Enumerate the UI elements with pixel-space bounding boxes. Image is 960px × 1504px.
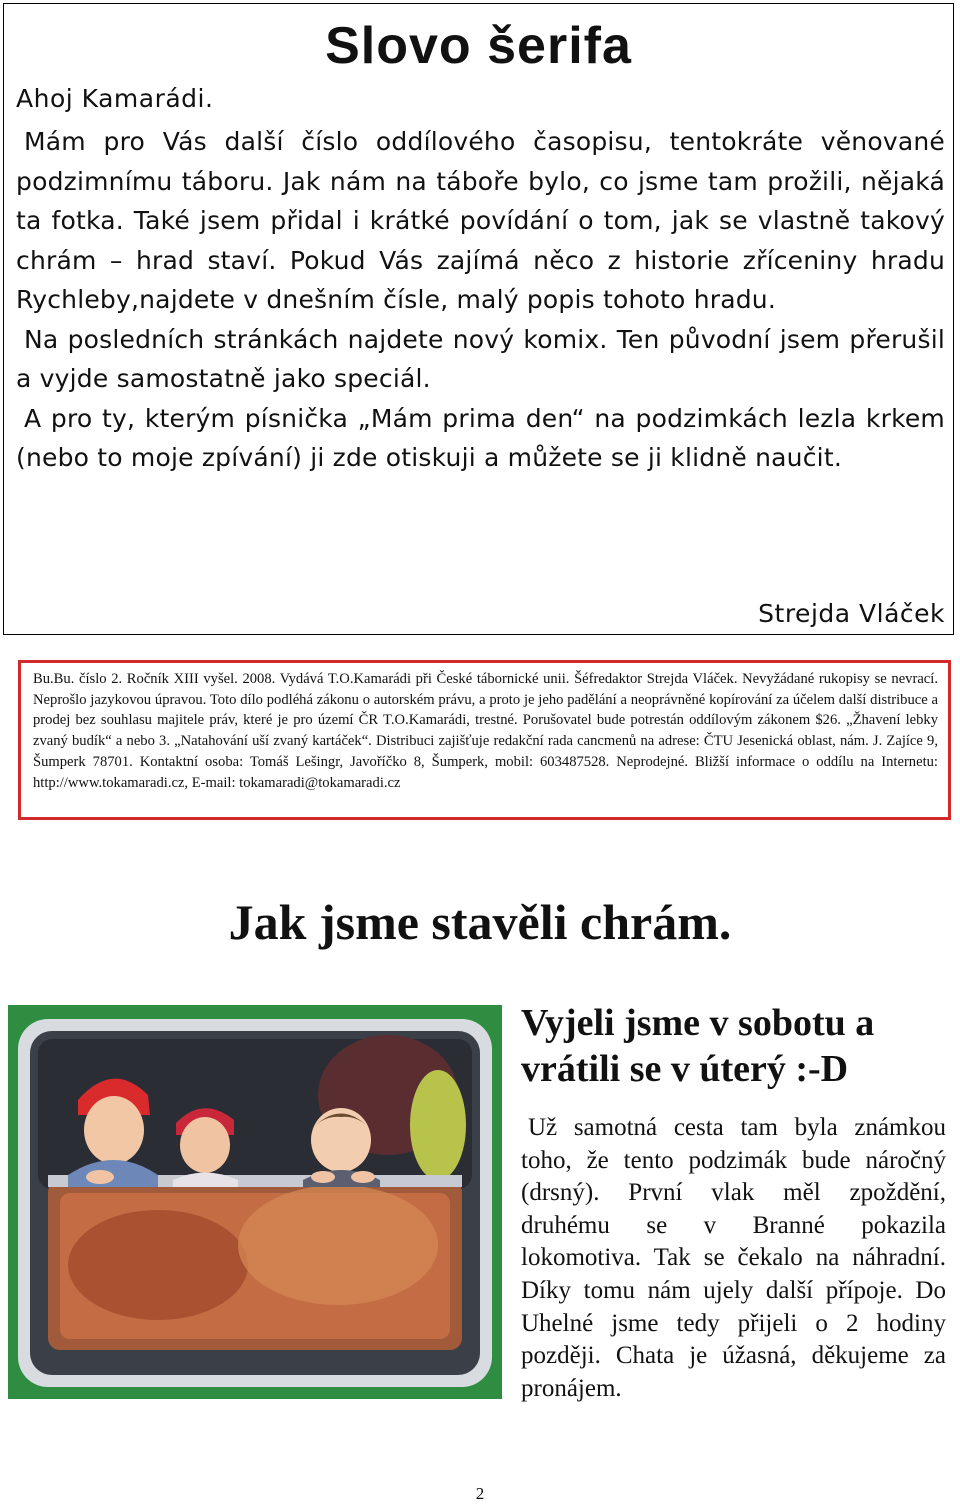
page-number: 2 xyxy=(475,1484,485,1503)
imprint-box xyxy=(18,660,951,820)
article-subhead: Vyjeli jsme v sobotu a vrátili se v úterý :-D xyxy=(521,1002,875,1090)
editorial-paragraph: Na posledních stránkách najdete nový komix. Ten původní jsem přerušil a vyjde samostatně jako speciál. xyxy=(16,324,945,393)
editorial-paragraph: Mám pro Vás další číslo oddílového časopisu, tentokráte věnované podzimnímu táboru. Jak nám na táboře bylo, co jsme tam prožili, nějaká ta fotka. Také jsem přidal i krátké povídání o tom, jak se vlastně takový chrám – hrad staví. Pokud Vás zajímá něco z historie zříceniny hradu Rychleby,najdete v dnešním čísle, malý popis tohoto hradu. xyxy=(16,127,945,314)
article-title: Jak jsme stavěli chrám. xyxy=(228,894,732,950)
editorial-signature: Strejda Vláček xyxy=(758,599,945,628)
editorial-greeting: Ahoj Kamarádi. xyxy=(16,84,214,113)
photo-illustration xyxy=(8,1005,502,1399)
editorial-box xyxy=(3,3,954,635)
editorial-title: Slovo šerifa xyxy=(325,17,632,75)
imprint-text: Bu.Bu. číslo 2. Ročník XIII vyšel. 2008. Vydává T.O.Kamarádi při České tábornické unii. Šéfredaktor Strejda Vláček. Nevyžádané rukopisy se nevrací. Neprošlo jazykovou úpravou. Toto dílo podléhá zákonu o autorském právu, a proto je jeho padělání a neoprávněné kopírování za účelem další distribuce a prodej bez souhlasu majitele práv, které je pro území ČR T.O.Kamarádi, trestné. Porušovatel bude potrestán oddílovým zákonem $26. „Žhavení lebky zvaný budík“ a nebo 3. „Natahování uší zvaný kartáček“. Distribuci zajišťuje redakční rada cancmenů na adrese: ČTU Jesenická oblast, nám. J. Zajíce 9, Šumperk 78701. Kontaktní osoba: Tomáš Lešingr, Javoříčko 8, Šumperk, mobil: 603487528. Neprodejné. Bližší informace o oddílu na Internetu: http://www.tokamaradi.cz, E-mail: tokamaradi@tokamaradi.cz xyxy=(33,671,938,791)
article-body: Už samotná cesta tam byla známkou toho, že tento podzimák bude náročný (drsný). První vlak měl zpoždění, druhému se v Branné pokazila lokomotiva. Tak se čekalo na náhradní. Díky tomu nám ujely další přípoje. Do Uhelné jsme tedy přijeli o 2 hodiny později. Chata je úžasná, děkujeme za pronájem. xyxy=(521,1114,946,1402)
train-window-photo xyxy=(8,1005,502,1399)
editorial-paragraph: A pro ty, kterým písnička „Mám prima den“ na podzimkách lezla krkem (nebo to moje zpívání) ji zde otiskuji a můžete se ji klidně naučit. xyxy=(16,403,945,472)
editorial-body xyxy=(16,122,945,478)
